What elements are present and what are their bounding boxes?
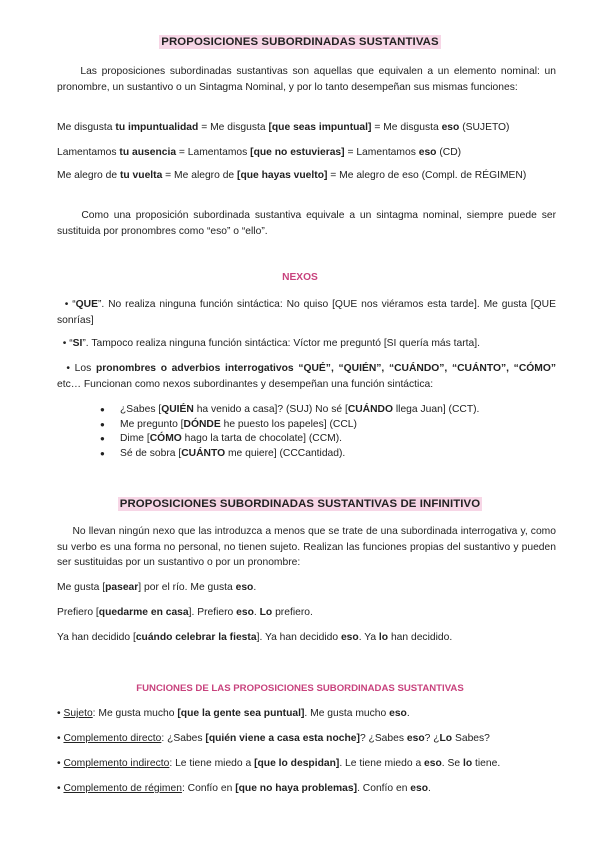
interrogativos-list (100, 403, 479, 461)
section-title-nexos: NEXOS (282, 272, 318, 283)
funcion-cd: • Complemento directo: ¿Sabes [quién viene a casa esta noche]? ¿Sabes eso? ¿Lo Sabes? (57, 733, 490, 744)
intro-paragraph: Las proposiciones subordinadas sustantivas son aquellas que equivalen a un elemento nominal: un pronombre, un sustantivo o un Sintagma Nominal, y por lo tanto desempeñan sus mismas funciones: (57, 66, 556, 93)
funcion-regimen: • Complemento de régimen: Confío en [que no haya problemas]. Confío en eso. (57, 783, 431, 794)
nexo-si: • “SI”. Tampoco realiza ninguna función sintáctica: Víctor me preguntó [SI quería más tarta]. (62, 338, 480, 349)
list-item: ● Me pregunto [DÓNDE he puesto los papeles] (CCL) (100, 418, 479, 433)
note-paragraph: Como una proposición subordinada sustantiva equivale a un sintagma nominal, siempre puede ser sustituida por pronombres como “eso” o “ello”. (57, 210, 556, 237)
nexo-que: • “QUE”. No realiza ninguna función sintáctica: No quiso [QUE nos viéramos esta tarde]. Me gusta [QUE sonrías] (57, 299, 556, 326)
section-title-subordinadas: PROPOSICIONES SUBORDINADAS SUSTANTIVAS (161, 36, 439, 48)
list-item: ● ¿Sabes [QUIÉN ha venido a casa]? (SUJ) No sé [CUÁNDO llega Juan] (CCT). (100, 403, 479, 418)
list-item: ● Dime [CÓMO hago la tarta de chocolate] (CCM). (100, 432, 479, 447)
list-item: ● Sé de sobra [CUÁNTO me quiere] (CCCantidad). (100, 447, 479, 462)
example-cd: Lamentamos tu ausencia = Lamentamos [que no estuvieras] = Lamentamos eso (CD) (57, 147, 462, 158)
nexo-interrogativos: • Los pronombres o adverbios interrogativos “QUÉ”, “QUIÉN”, “CUÁNDO”, “CUÁNTO”, “CÓMO” etc… Funcionan como nexos subordinantes y desempeñan una función sintáctica: (57, 363, 556, 390)
example-sujeto: Me disgusta tu impuntualidad = Me disgusta [que seas impuntual] = Me disgusta eso (SUJETO) (57, 122, 510, 133)
funcion-sujeto: • Sujeto: Me gusta mucho [que la gente sea puntual]. Me gusta mucho eso. (57, 708, 410, 719)
funcion-ci: • Complemento indirecto: Le tiene miedo a [que lo despidan]. Le tiene miedo a eso. Se lo tiene. (57, 758, 501, 769)
infinitivo-example-3: Ya han decidido [cuándo celebrar la fiesta]. Ya han decidido eso. Ya lo han decidido. (57, 632, 453, 643)
infinitivo-intro: No llevan ningún nexo que las introduzca a menos que se trate de una subordinada interrogativa y, como su verbo es una forma no personal, no tienen sujeto. Realizan las funciones propias del sustantivo y pueden ser sustituidas por un sustantivo o por un pronombre: (57, 526, 556, 569)
section-title-infinitivo: PROPOSICIONES SUBORDINADAS SUSTANTIVAS DE INFINITIVO (119, 498, 481, 510)
section-title-funciones: FUNCIONES DE LAS PROPOSICIONES SUBORDINADAS SUSTANTIVAS (136, 683, 464, 694)
infinitivo-example-2: Prefiero [quedarme en casa]. Prefiero eso. Lo prefiero. (57, 607, 313, 618)
example-regimen: Me alegro de tu vuelta = Me alegro de [que hayas vuelto] = Me alegro de eso (Compl. de RÉGIMEN) (57, 170, 527, 181)
infinitivo-example-1: Me gusta [pasear] por el río. Me gusta eso. (57, 582, 257, 593)
